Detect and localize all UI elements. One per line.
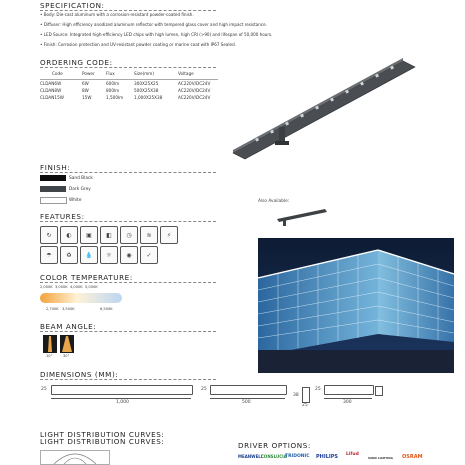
swatch-label: Dark Grey bbox=[69, 187, 91, 192]
temp-label-top: 4,000K bbox=[70, 285, 83, 289]
divider bbox=[40, 172, 216, 173]
spec-line-body: • Body: Die-cast aluminum with a corrosion-resistant powder-coated finish. bbox=[40, 12, 194, 17]
dim-height-label: 25 bbox=[41, 387, 47, 392]
brand-osram-logo: OSRAM bbox=[402, 454, 423, 460]
feature-waterproof-icon: 💧 bbox=[80, 246, 98, 264]
table-row bbox=[40, 87, 218, 94]
brand-conslucia-logo: CONSLUCIA bbox=[261, 454, 287, 459]
cell-code: CLDAN15W bbox=[40, 95, 64, 100]
also-available-label: Also Available: bbox=[258, 199, 290, 204]
column-header: Voltage bbox=[178, 71, 194, 76]
beam-angle-label: 30° bbox=[63, 354, 70, 358]
spec-line-led-source: • LED Source: Integrated high-efficiency LED chips with high lumen, high CRI (>90) and lifespan of 50,000 hours. bbox=[40, 32, 273, 37]
dim-length-label: 300 bbox=[343, 400, 352, 405]
dim-width-label: 25 bbox=[302, 403, 308, 408]
cell-power: 8W bbox=[82, 88, 89, 93]
brand-philips-logo: PHILIPS bbox=[316, 454, 339, 460]
cell-code: CLDAN6W bbox=[40, 80, 82, 88]
divider bbox=[40, 282, 216, 283]
swatch-dark-grey bbox=[40, 186, 66, 192]
feature-thermal-icon: ≋ bbox=[140, 226, 158, 244]
light-distribution-chart bbox=[40, 450, 110, 465]
dim-end-profile bbox=[375, 386, 383, 396]
table-row bbox=[40, 80, 218, 88]
cell-voltage: AC220V/DC24V bbox=[178, 80, 218, 88]
feature-ac-voltage-icon: ⚡ bbox=[160, 226, 178, 244]
light-distribution-title: LIGHT DISTRIBUTION CURVES: bbox=[40, 430, 165, 439]
feature-cob-chip-icon: ▣ bbox=[80, 226, 98, 244]
dim-line bbox=[210, 398, 285, 399]
beam-angle-10-icon bbox=[43, 335, 57, 353]
beam-angle-30-icon bbox=[60, 335, 74, 353]
divider bbox=[40, 379, 216, 380]
finish-title: FINISH: bbox=[40, 163, 71, 172]
brand-meanwell-logo: MEANWELL bbox=[238, 454, 264, 459]
table-header-row bbox=[40, 70, 218, 80]
dim-end-profile bbox=[302, 387, 310, 403]
dim-bar-500 bbox=[210, 385, 287, 395]
feature-certified-icon: ✓ bbox=[140, 246, 158, 264]
column-header: Code bbox=[52, 71, 63, 76]
spec-line-diffuser: • Diffuser: High efficiency anodized aluminum reflector with tempered glass cover and high impact resistance. bbox=[40, 22, 267, 27]
swatch-white bbox=[40, 197, 67, 204]
cell-flux: 1,500lm bbox=[106, 95, 124, 100]
features-title: FEATURES: bbox=[40, 212, 85, 221]
cell-power: 15W bbox=[82, 95, 92, 100]
feature-outdoor-icon: ☂ bbox=[40, 246, 58, 264]
feature-led-chip-icon: ◧ bbox=[100, 226, 118, 244]
cell-size: 1,000X25X38 bbox=[134, 95, 163, 100]
temp-label-bottom: 6,500K bbox=[100, 307, 113, 311]
light-distribution-title: LIGHT DISTRIBUTION CURVES: bbox=[40, 437, 165, 446]
temp-label-bottom: 2,700K bbox=[46, 307, 59, 311]
cell-flux: 800lm bbox=[106, 88, 120, 93]
divider bbox=[40, 10, 216, 11]
dim-length-label: 1,000 bbox=[116, 400, 129, 405]
dimensions-title: DIMENSIONS (MM): bbox=[40, 370, 119, 379]
divider bbox=[40, 67, 216, 68]
dim-bar-1000 bbox=[51, 385, 193, 395]
column-header: Power bbox=[82, 71, 95, 76]
specification-title: SPECIFICATION: bbox=[40, 1, 105, 10]
feature-high-cri-icon: ◐ bbox=[60, 226, 78, 244]
dim-bar-300 bbox=[324, 385, 374, 395]
cell-voltage: AC220V/DC24V bbox=[178, 88, 211, 93]
temp-label-top: 3,000K bbox=[55, 285, 68, 289]
cell-size: 500X25X38 bbox=[134, 88, 159, 93]
dim-height-label: 25 bbox=[315, 387, 321, 392]
ordering-table bbox=[40, 70, 218, 101]
cell-code: CLDAN8W bbox=[40, 88, 62, 93]
table-row bbox=[40, 94, 218, 101]
brand-sand-lighting-logo: SAND LIGHTING bbox=[368, 456, 393, 460]
beam-angle-label: 10° bbox=[46, 354, 53, 358]
dim-height-label: 38 bbox=[293, 393, 299, 398]
product-image bbox=[225, 55, 425, 165]
divider bbox=[40, 221, 216, 222]
swatch-sand-black bbox=[40, 175, 66, 181]
column-header: Flux bbox=[106, 71, 115, 76]
dim-line bbox=[324, 398, 372, 399]
temp-label-top: 2,000K bbox=[40, 285, 53, 289]
spec-line-finish: • Finish: Corrosion protection and UV-resistant powder coating or marine coat with IP67 Sealed. bbox=[40, 42, 236, 47]
brand-tridonic-logo: TRIDONIC bbox=[285, 454, 310, 459]
feature-dimmable-icon: ☼ bbox=[100, 246, 118, 264]
ordering-code-title: ORDERING CODE: bbox=[40, 58, 113, 67]
feature-ip-rating-icon: ◉ bbox=[120, 246, 138, 264]
brand-lifud-logo: Lifud bbox=[346, 452, 359, 457]
feature-adjustable-icon: ↻ bbox=[40, 226, 58, 244]
dim-length-label: 500 bbox=[242, 400, 251, 405]
color-temperature-gradient bbox=[40, 293, 122, 303]
divider bbox=[40, 331, 216, 332]
cell-voltage: AC220V/DC24V bbox=[178, 95, 211, 100]
dim-height-label: 25 bbox=[201, 387, 207, 392]
swatch-label: Sand Black bbox=[69, 176, 93, 181]
cell-power: 6W bbox=[82, 80, 106, 88]
cell-size: 300X25X25 bbox=[134, 80, 178, 88]
color-temperature-title: COLOR TEMPERATURE: bbox=[40, 273, 133, 282]
dim-line bbox=[51, 398, 191, 399]
feature-long-lifespan-icon: ◷ bbox=[120, 226, 138, 244]
temp-label-bottom: 3,500K bbox=[62, 307, 75, 311]
also-available-image bbox=[255, 205, 335, 229]
swatch-label: White bbox=[69, 198, 82, 203]
temp-label-top: 5,000K bbox=[85, 285, 98, 289]
cell-flux: 600lm bbox=[106, 80, 134, 88]
column-header: Size(mm) bbox=[134, 71, 155, 76]
driver-options-title: DRIVER OPTIONS: bbox=[238, 441, 311, 450]
beam-angle-title: BEAM ANGLE: bbox=[40, 322, 97, 331]
building-night-photo bbox=[258, 238, 454, 373]
feature-energy-saving-icon: ♻ bbox=[60, 246, 78, 264]
